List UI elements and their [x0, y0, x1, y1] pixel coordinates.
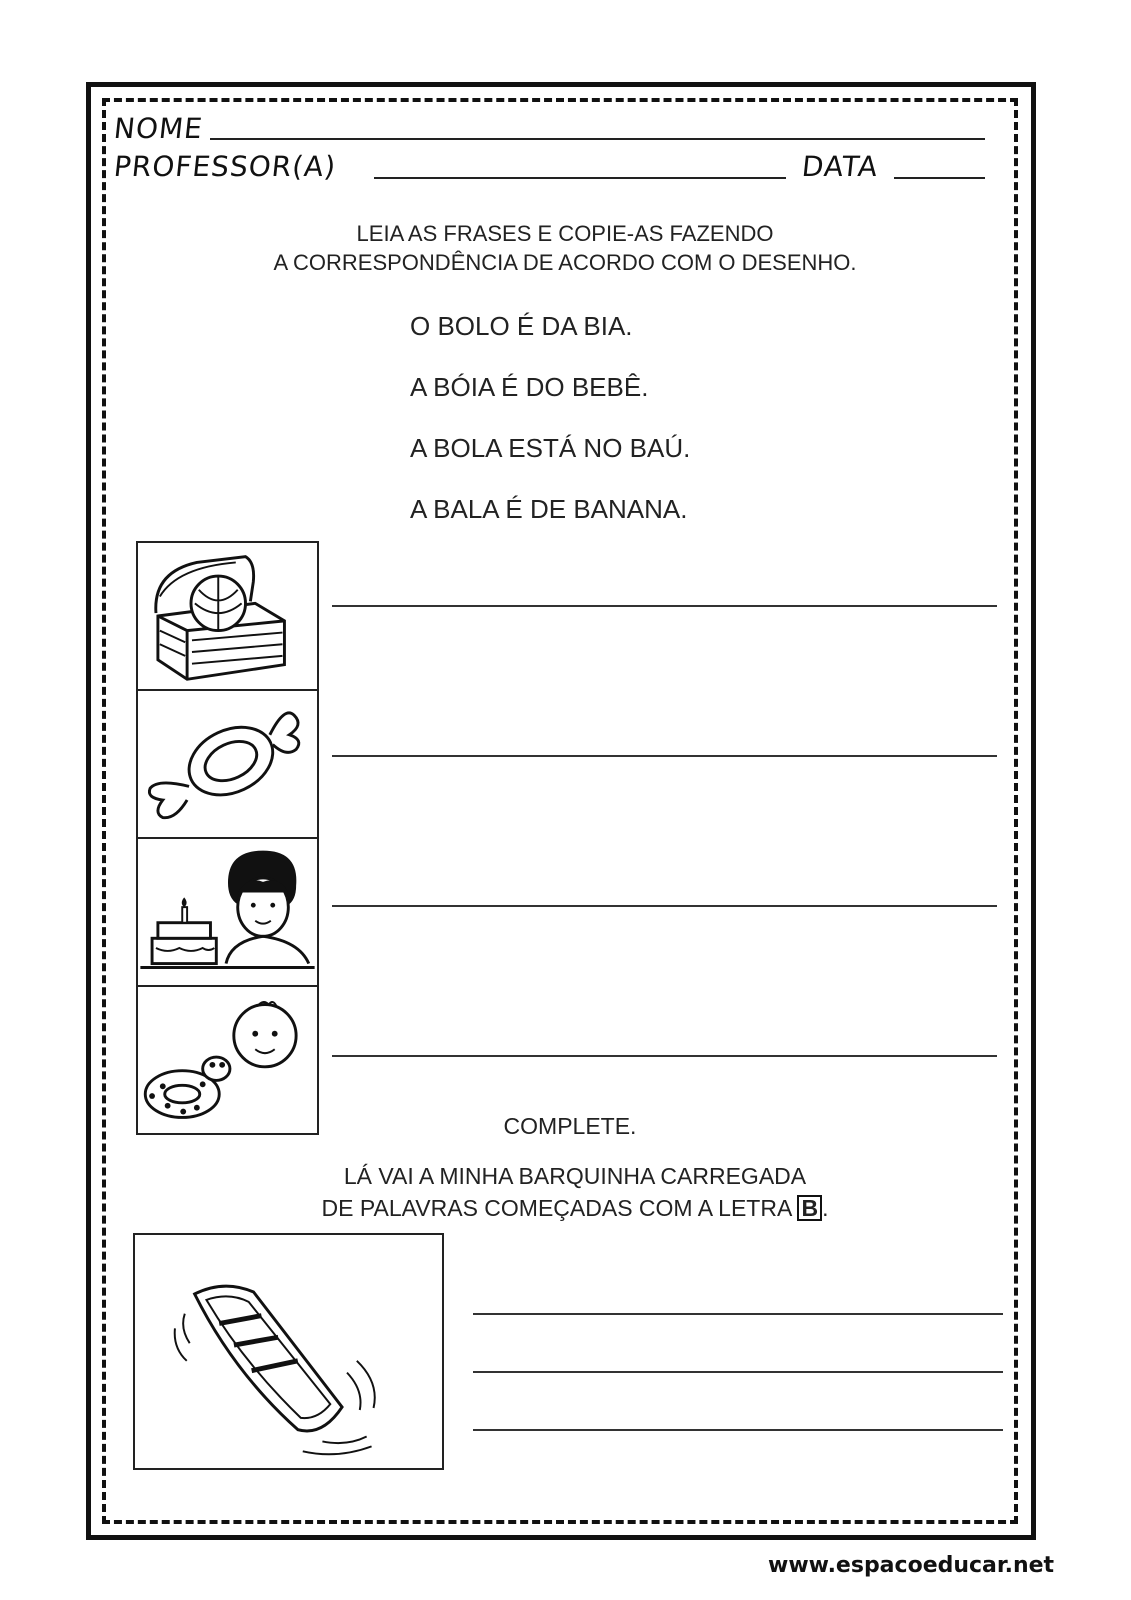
complete-line-2-text: DE PALAVRAS COMEÇADAS COM A LETRA	[321, 1195, 798, 1221]
complete-title: COMPLETE.	[503, 1113, 637, 1139]
instruction-line-1: LEIA AS FRASES E COPIE-AS FAZENDO	[356, 221, 774, 246]
instruction-line-2: A CORRESPONDÊNCIA DE ACORDO COM O DESENHO.	[273, 250, 857, 275]
data-label: DATA	[800, 150, 880, 183]
sentence-3: A BOLA ESTÁ NO BAÚ.	[410, 433, 691, 463]
candy-icon	[136, 689, 319, 839]
nome-label: NOME	[112, 112, 205, 145]
nome-field[interactable]	[210, 138, 985, 140]
footer-url[interactable]: www.espacoeducar.net	[768, 1553, 1055, 1578]
word-line-3[interactable]	[473, 1429, 1003, 1431]
data-field[interactable]	[894, 177, 985, 179]
complete-line-2	[200, 1194, 950, 1223]
word-line-1[interactable]	[473, 1313, 1003, 1315]
answer-line-3[interactable]	[332, 905, 997, 907]
word-line-2[interactable]	[473, 1371, 1003, 1373]
letter-b-box: B	[797, 1195, 822, 1221]
girl-with-cake-icon	[136, 837, 319, 987]
professor-label: PROFESSOR(A)	[112, 150, 338, 183]
boat-picture	[133, 1233, 444, 1470]
answer-line-1[interactable]	[332, 605, 997, 607]
professor-field[interactable]	[374, 177, 786, 179]
sentence-4: A BALA É DE BANANA.	[410, 494, 688, 524]
sentence-2: A BÓIA É DO BEBÊ.	[410, 372, 649, 402]
complete-line-2-period: .	[822, 1195, 829, 1221]
chest-with-ball-icon	[136, 541, 319, 691]
answer-line-4[interactable]	[332, 1055, 997, 1057]
complete-line-1: LÁ VAI A MINHA BARQUINHA CARREGADA	[343, 1163, 807, 1189]
answer-line-2[interactable]	[332, 755, 997, 757]
float-ring-and-baby-icon	[136, 985, 319, 1135]
sentence-1: O BOLO É DA BIA.	[410, 311, 633, 341]
